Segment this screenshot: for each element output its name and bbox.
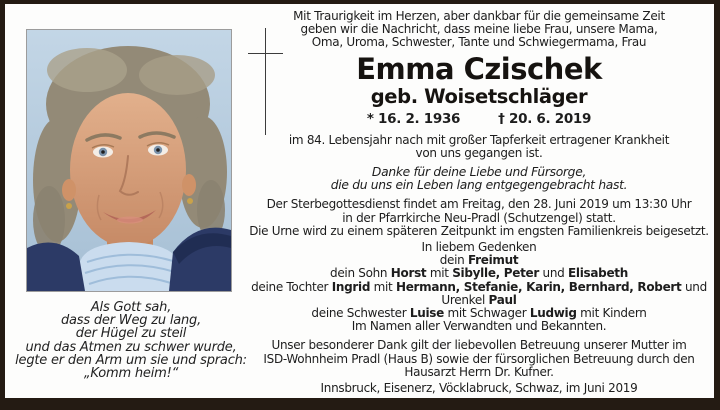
intro-lines [246,10,712,50]
portrait-photo [26,29,232,292]
text-line: dass der Weg zu lang, [60,313,202,329]
text-line: Der Sterbegottesdienst findet am Freitag, den 28. Juni 2019 um 13:30 Uhr [266,197,692,212]
text-line: in der Pfarrkirche Neu-Pradl (Schutzengel) statt. [342,210,616,225]
text-line: legte er den Arm um sie und sprach: [15,352,247,368]
family-lines [246,254,712,320]
memoriam-heading: In liebem Gedenken [421,240,537,255]
text-line: Mit Traurigkeit im Herzen, aber dankbar für die gemeinsame Zeit [293,9,665,23]
text-line: Die Urne wird zu einem späteren Zeitpunkt im engsten Familienkreis beigesetzt. [249,223,709,238]
text-line: der Hügel zu steil [75,326,187,342]
text-line: dein Freimut [439,253,519,268]
poem [11,301,251,380]
text-line: „Komm heim!“ [83,366,179,382]
text-line: Urenkel Paul [441,292,517,307]
text-line: Hausarzt Herrn Dr. Kufner. [404,364,554,379]
text-line: im 84. Lebensjahr nach mit großer Tapferkeit ertragener Krankheit [288,132,670,147]
text-line: Danke für deine Liebe und Fürsorge, [371,165,587,180]
text-line: dein Sohn Horst mit Sibylle, Peter und Elisabeth [330,266,628,281]
text-line: und das Atmen zu schwer wurde, [25,339,237,355]
deceased-name: Emma Czischek [356,51,602,86]
text-line: deine Schwester Luise mit Schwager Ludwig mit Kindern [311,306,647,321]
passing-lines [246,134,712,160]
maiden-name: geb. Woisetschläger [370,84,588,108]
text-line: Unser besonderer Dank gilt der liebevollen Betreuung unserer Mutter im [271,338,687,353]
service-lines [246,198,712,238]
death-date: † 20. 6. 2019 [498,110,592,127]
text-line: Als Gott sah, [90,300,172,315]
thanks-lines [246,166,712,192]
text-line: ISD-Wohnheim Pradl (Haus B) sowie der fürsorglichen Betreuung durch den [263,351,695,366]
life-dates [246,112,712,127]
closing-line: Im Namen aller Verwandten und Bekannten. [351,319,607,334]
text-line: deine Tochter Ingrid mit Hermann, Stefanie, Karin, Bernhard, Robert und [251,279,707,294]
text-line: die du uns ein Leben lang entgegengebracht hast. [330,178,628,193]
text-line: Oma, Uroma, Schwester, Tante und Schwiegermama, Frau [311,35,647,50]
birth-date: * 16. 2. 1936 [366,110,461,127]
gratitude-lines [246,339,712,379]
cities-date-line: Innsbruck, Eisenerz, Vöcklabruck, Schwaz, im Juni 2019 [320,381,638,396]
text-line: geben wir die Nachricht, dass meine liebe Frau, unsere Mama, [300,22,658,37]
portrait-illustration [27,30,231,291]
text-line: von uns gegangen ist. [415,145,543,160]
obituary-text [246,10,712,395]
